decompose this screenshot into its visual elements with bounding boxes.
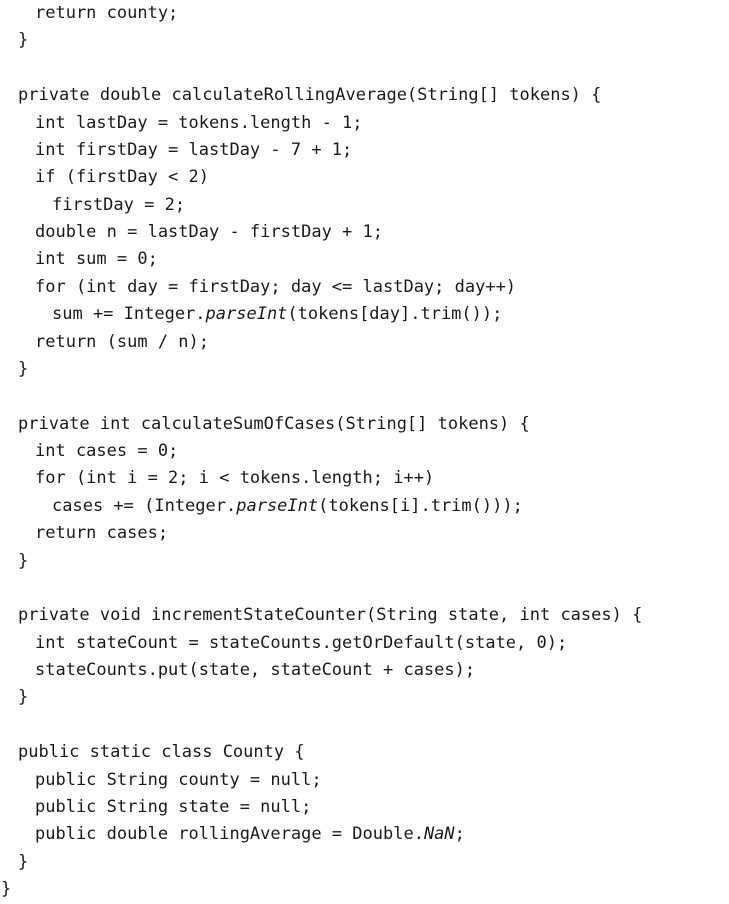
code-line xyxy=(1,794,729,821)
code-line xyxy=(1,630,729,657)
code-line xyxy=(1,137,729,164)
code-text: } xyxy=(18,550,29,571)
code-line xyxy=(1,192,729,219)
code-line xyxy=(1,27,729,54)
code-text: cases += (Integer. xyxy=(52,495,237,516)
code-line xyxy=(1,438,729,465)
code-text: public double rollingAverage = Double. xyxy=(35,824,424,845)
code-text: (tokens[i].trim())); xyxy=(318,495,523,516)
code-text: private int calculateSumOfCases(String[] tokens) { xyxy=(18,413,530,434)
code-text: ; xyxy=(454,824,465,845)
code-line xyxy=(1,356,729,383)
code-text: int firstDay = lastDay - 7 + 1; xyxy=(35,139,353,160)
code-line xyxy=(1,767,729,794)
code-line xyxy=(1,383,729,410)
static-member-italic: parseInt xyxy=(205,304,288,325)
code-text: for (int day = firstDay; day <= lastDay; day++) xyxy=(35,276,517,297)
code-line xyxy=(1,465,729,492)
code-text: return county; xyxy=(35,3,179,23)
code-line xyxy=(1,329,729,356)
code-text: for (int i = 2; i < tokens.length; i++) xyxy=(35,468,435,489)
code-text: if (firstDay < 2) xyxy=(35,167,209,188)
code-text: public String state = null; xyxy=(35,796,312,817)
code-line xyxy=(1,246,729,273)
code-text: return cases; xyxy=(35,523,169,544)
code-line xyxy=(1,712,729,739)
code-line xyxy=(1,110,729,137)
code-text: } xyxy=(18,851,29,872)
static-member-italic: parseInt xyxy=(236,495,319,516)
code-line xyxy=(1,657,729,684)
code-line xyxy=(1,684,729,711)
code-line xyxy=(1,548,729,575)
code-text: sum += Integer. xyxy=(52,304,206,325)
code-text: int sum = 0; xyxy=(35,249,158,270)
code-text: double n = lastDay - firstDay + 1; xyxy=(35,222,383,242)
code-line xyxy=(1,876,729,903)
code-line xyxy=(1,274,729,301)
code-text: int cases = 0; xyxy=(35,441,179,461)
code-line xyxy=(1,82,729,109)
code-text: public String county = null; xyxy=(35,769,322,790)
code-text: return (sum / n); xyxy=(35,331,209,352)
code-line xyxy=(1,602,729,629)
code-text: } xyxy=(18,687,29,708)
code-text: int lastDay = tokens.length - 1; xyxy=(35,112,363,133)
code-line xyxy=(1,821,729,848)
code-line xyxy=(1,493,729,520)
code-line xyxy=(1,849,729,876)
code-line xyxy=(1,219,729,246)
code-line xyxy=(1,164,729,191)
code-text: } xyxy=(1,879,12,899)
static-member-italic: NaN xyxy=(423,824,455,845)
code-line xyxy=(1,520,729,547)
code-text: (tokens[day].trim()); xyxy=(287,304,503,325)
code-text: int stateCount = stateCounts.getOrDefault(state, 0); xyxy=(35,632,568,653)
code-line xyxy=(1,575,729,602)
code-line xyxy=(1,739,729,766)
code-text: } xyxy=(18,358,29,379)
code-line xyxy=(1,411,729,438)
code-text: private double calculateRollingAverage(String[] tokens) { xyxy=(18,85,602,106)
code-line xyxy=(1,0,729,27)
code-text: } xyxy=(18,30,29,51)
code-text: public static class County { xyxy=(18,742,305,763)
code-line xyxy=(1,55,729,82)
code-text: private void incrementStateCounter(String state, int cases) { xyxy=(18,605,643,626)
code-line xyxy=(1,301,729,328)
code-text: firstDay = 2; xyxy=(52,194,186,215)
code-text: stateCounts.put(state, stateCount + cases); xyxy=(35,660,476,680)
